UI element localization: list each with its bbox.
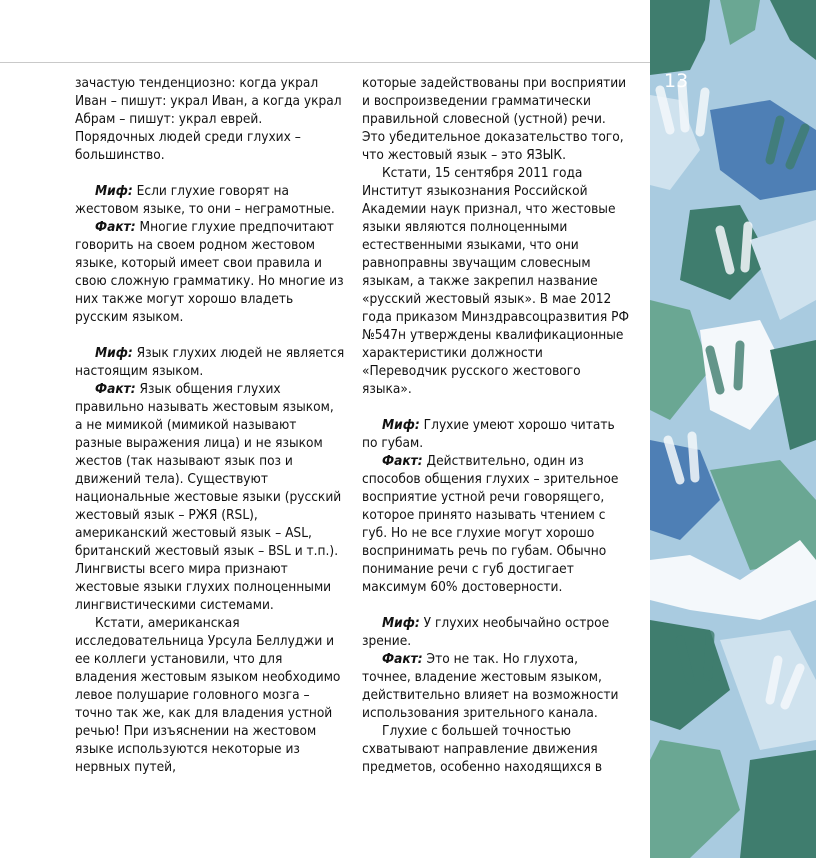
body-paragraph [362, 722, 630, 776]
paragraph-text: которые задействованы при восприятии и воспроизведении грамматически правильной словесной (устной) речи. Это убедительное доказательство того, что жестовый язык – это ЯЗЫК. [362, 75, 627, 163]
myth-paragraph [362, 614, 630, 650]
paragraph-text: Кстати, американская исследовательница Урсула Беллуджи и ее коллеги установили, что для владения жестовым языком необходимо левое полушарие головного мозга – точно так же, как для владения устной речью! При изъяснении на жестовом языке используются некоторые из нервных путей, [75, 615, 341, 775]
paragraph-gap [362, 398, 630, 416]
body-paragraph [362, 74, 630, 164]
fact-paragraph [362, 452, 630, 596]
myth-paragraph [75, 182, 345, 218]
paragraph-text: Действительно, один из способов общения глухих – зрительное восприятие устной речи говорящего, которое принято называть чтением с губ. Но не все глухие могут хорошо воспринимать речь по губам. Обычно понимание речи с губ достигает максимум 60% достоверности. [362, 453, 619, 595]
paragraph-label: Миф: [95, 345, 133, 361]
myth-paragraph [75, 344, 345, 380]
body-paragraph [75, 614, 345, 776]
paragraph-text: Многие глухие предпочитают говорить на своем родном жестовом языке, который имеет свои правила и свою сложную грамматику. Но многие из них также могут хорошо владеть русским языком. [75, 219, 344, 325]
body-paragraph [75, 74, 345, 164]
myth-paragraph [362, 416, 630, 452]
fact-paragraph [75, 218, 345, 326]
paragraph-text: У глухих необычайно острое зрение. [362, 615, 610, 649]
paragraph-gap [362, 596, 630, 614]
body-paragraph [362, 164, 630, 398]
fact-paragraph [75, 380, 345, 614]
paragraph-label: Миф: [95, 183, 133, 199]
hands-illustration [650, 0, 816, 858]
top-rule [0, 62, 652, 63]
paragraph-text: зачастую тенденциозно: когда украл Иван – пишут: украл Иван, а когда украл Абрам – пишут: украл еврей. Порядочных людей среди глухих – большинство. [75, 75, 342, 163]
paragraph-gap [75, 164, 345, 182]
paragraph-text: Язык общения глухих правильно называть жестовым языком, а не мимикой (мимикой называют разные выражения лица) и не языком жестов (так называют язык поз и движений тела). Существуют национальные жестовые языки (русский жестовый язык – РЖЯ (RSL), американский жестовый язык – ASL, британский жестовый язык – BSL и т.п.). Лингвисты всего мира признают жестовые языки глухих полноценными лингвистическими системами. [75, 381, 342, 613]
paragraph-label: Миф: [382, 417, 420, 433]
paragraph-text: Если глухие говорят на жестовом языке, то они – неграмотные. [75, 183, 335, 217]
paragraph-text: Язык глухих людей не является настоящим языком. [75, 345, 345, 379]
paragraph-label: Миф: [382, 615, 420, 631]
paragraph-gap [75, 326, 345, 344]
paragraph-text: Кстати, 15 сентября 2011 года Институт языкознания Российской Академии наук признал, что жестовые языки являются полноценными естественными языками, что они равноправны звучащим словесным языкам, а также закрепил название «русский жестовый язык». В мае 2012 года приказом Минздравсоцразвития РФ №547н утверждены квалификационные характеристики должности «Переводчик русского жестового языка». [362, 165, 630, 397]
paragraph-label: Факт: [95, 381, 136, 397]
paragraph-label: Факт: [95, 219, 136, 235]
paragraph-text: Глухие с большей точностью схватывают направление движения предметов, особенно находящихся в [362, 723, 603, 775]
paragraph-text: Глухие умеют хорошо читать по губам. [362, 417, 615, 451]
page-number: 13 [664, 70, 689, 92]
left-text-column [75, 74, 345, 776]
hands-pattern-graphic [650, 0, 816, 858]
fact-paragraph [362, 650, 630, 722]
paragraph-label: Факт: [382, 651, 423, 667]
paragraph-text: Это не так. Но глухота, точнее, владение жестовым языком, действительно влияет на возможности использования зрительного канала. [362, 651, 619, 721]
paragraph-label: Факт: [382, 453, 423, 469]
right-text-column [362, 74, 630, 776]
